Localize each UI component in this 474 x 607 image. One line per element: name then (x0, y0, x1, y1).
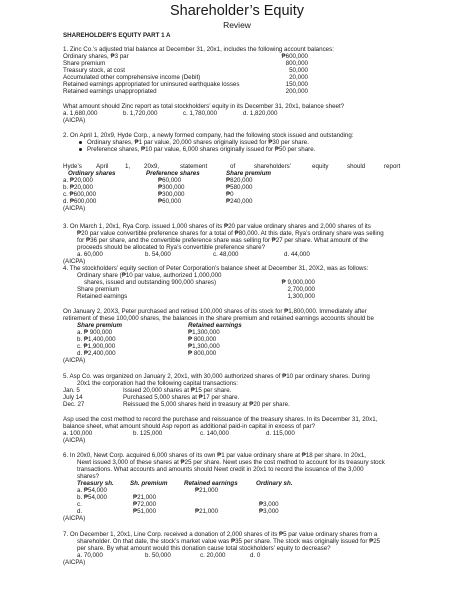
q4-source: (AICPA) (63, 357, 86, 364)
q6-line: 6. In 20x0, Newt Corp. acquired 6,000 shares of its own ₱1 par value ordinary share at ₱18 per share. In 20x1, (63, 452, 367, 459)
q3-line: for ₱36 per share, and the convertible preference share was selling for ₱27 per share. What amount of the (77, 237, 368, 244)
q5-date: Jan. 5 (63, 387, 80, 394)
q2-col-header: Preference shares (146, 170, 200, 177)
q1-source: (AICPA) (63, 117, 86, 124)
q6-cell: d. (77, 508, 83, 515)
q1-row-value: 50,000 (289, 67, 308, 74)
q3-choice-b: b. 54,000 (145, 251, 171, 258)
q2-stem-word: should (347, 163, 366, 170)
q2-cell: ₱60,000 (158, 177, 182, 184)
q6-cell: ₱3,000 (259, 508, 279, 515)
q1-choice-a: a. 1,680,000 (63, 110, 98, 117)
q5-date: July 14 (63, 394, 83, 401)
q2-cell: ₱300,000 (158, 191, 185, 198)
q5-source: (AICPA) (63, 437, 86, 444)
q3-choice-c: c. 48,000 (213, 251, 239, 258)
q6-cell: ₱21,000 (195, 508, 219, 515)
q2-cell: ₱60,000 (158, 198, 182, 205)
q6-col-header: Sh. premium (130, 480, 168, 487)
q2-stem-word: equity (312, 163, 329, 170)
q5-question: Asp used the cost method to record the purchase and reissuance of the treasury shares. In its December 31, 20x1, (63, 416, 378, 423)
q2-stem-word: Hyde’s (63, 163, 82, 170)
q7-choice-b: b. 50,000 (145, 552, 171, 559)
q1-row-label: Retained earnings appropriated for uninsured earthquake losses (63, 81, 240, 88)
q2-intro: 2. On April 1, 20x9, Hyde Corp., a newly formed company, had the following stock issued and outstanding: (63, 132, 354, 139)
q2-cell: ₱240,000 (226, 198, 253, 205)
q2-bullet-2: Preference shares, ₱10 par value, 6,000 shares originally issued for ₱50 per share. (87, 146, 316, 153)
q2-stem-word: of (230, 163, 236, 170)
q1-choice-c: c. 1,780,000 (183, 110, 218, 117)
q2-stem-word: 1, (125, 163, 131, 170)
q6-line: Newt issued 3,000 of these shares at ₱25 per share. Newt uses the cost method to account for its treasury stock (77, 459, 385, 466)
page-subtitle: Review (223, 20, 251, 30)
q3-choice-d: d. 44,000 (284, 251, 310, 258)
q2-stem-word: shareholders’ (254, 163, 292, 170)
q4-cell: d. ₱2,400,000 (77, 350, 116, 357)
q2-bullet-1: Ordinary shares, ₱1 par value, 20,000 shares originally issued for ₱30 per share. (87, 139, 309, 146)
q1-choice-d: d. 1,820,000 (243, 110, 278, 117)
q6-cell: ₱21,000 (195, 487, 219, 494)
q6-cell: b. ₱54,000 (77, 494, 107, 501)
q7-line: 7. On December 1, 20x1, Line Corp. received a donation of 2,000 shares of its ₱5 par value ordinary shares from a (63, 531, 378, 538)
q2-cell: ₱0 (226, 191, 234, 198)
q4-col-header: Retained earnings (188, 322, 242, 329)
q2-cell: ₱820,000 (226, 177, 253, 184)
q1-row-value: 200,000 (285, 88, 308, 95)
q6-col-header: Treasury sh. (77, 480, 114, 487)
q3-line: ₱20 par value convertible preference shares for a total of ₱80,000. At this date, Rya’s ordinary share was selling (77, 230, 384, 237)
q4-intro: 4. The stockholders’ equity section of Peter Corporation’s balance sheet at December 31, 20X2, was as follows: (63, 265, 369, 272)
q5-choice-b: b. 125,000 (133, 430, 163, 437)
q2-col-header: Ordinary shares (68, 170, 116, 177)
q6-line: transactions. What accounts and amounts should Newt credit in 20x1 to record the issuance of the 3,000 (77, 466, 364, 473)
q7-choice-d: d. 0 (250, 552, 261, 559)
q4-line: On January 2, 20X3, Peter purchased and retired 100,000 shares of its stock for ₱1,800,000. Immediately after (63, 308, 367, 315)
q6-cell: ₱3,000 (259, 501, 279, 508)
q2-stem-word: statement (180, 163, 208, 170)
q3-choice-a: a. 60,000 (77, 251, 103, 258)
q1-row-label: Treasury stock, at cost (63, 67, 126, 74)
q2-cell: b. ₱20,000 (63, 184, 93, 191)
q2-stem-word: report (384, 163, 401, 170)
q1-row-value: ₱600,000 (281, 53, 308, 60)
q6-cell: ₱21,000 (133, 494, 157, 501)
q4-row-label: Share premium (77, 286, 120, 293)
q1-row-label: Accumulated other comprehensive income (Debit) (63, 74, 201, 81)
q1-row-value: 800,000 (285, 60, 308, 67)
q6-col-header: Ordinary sh. (256, 480, 293, 487)
q2-cell: ₱300,000 (158, 184, 185, 191)
q3-line: proceeds should be allocated to Rya’s convertible preference share? (77, 244, 266, 251)
q4-cell: ₱ 800,000 (188, 350, 217, 357)
q4-cell: ₱1,300,000 (188, 329, 220, 336)
q6-cell: ₱51,000 (133, 508, 157, 515)
q4-cell: c. ₱1,900,000 (77, 343, 116, 350)
q6-cell: c. (77, 501, 82, 508)
bullet-icon (79, 141, 82, 144)
q4-cell: ₱1,300,000 (188, 343, 220, 350)
q2-stem-word: 20x9, (144, 163, 160, 170)
q1-question: What amount should Zinc report as total stockholders’ equity in its December 31, 20x1, balance sheet? (63, 103, 345, 110)
q4-col-header: Share premium (77, 322, 123, 329)
q1-row-label: Share premium (63, 60, 106, 67)
q4-row-value: 2,700,000 (287, 286, 315, 293)
q4-row-label: Ordinary share (₱10 par value, authorized 1,000,000 (77, 272, 222, 279)
q1-text: 1. Zinc Co.’s adjusted trial balance at December 31, 20x1, includes the following account balances: (63, 46, 334, 53)
q7-line: shareholder. On that date, the stock’s market value was ₱35 per share. The stock was originally issued for ₱25 (77, 538, 381, 545)
q2-cell: c. ₱600,000 (63, 191, 97, 198)
q3-line: 3. On March 1, 20x1, Rya Corp. issued 1,000 shares of its ₱20 par value ordinary shares and 2,000 shares of its (63, 223, 371, 230)
q1-row-value: 150,000 (285, 81, 308, 88)
q4-line: retirement of these 100,000 shares, the balances in the share premium and retained earnings accounts should be (63, 315, 374, 322)
q3-source: (AICPA) (63, 258, 86, 265)
q1-row-label: Ordinary shares, ₱3 par (63, 53, 129, 60)
q7-choice-a: a. 70,000 (77, 552, 103, 559)
q4-cell: ₱ 800,000 (188, 336, 217, 343)
q4-row-value: 1,300,000 (287, 293, 315, 300)
part-title: SHAREHOLDER’S EQUITY PART 1 A (63, 32, 171, 39)
page-title: Shareholder’s Equity (169, 3, 305, 19)
q5-date: Dec. 27 (63, 401, 85, 408)
q5-choice-d: d. 115,000 (266, 430, 295, 437)
q5-line: 5. Asp Co. was organized on January 2, 20x1, with 30,000 authorized shares of ₱10 par ordinary shares. During (63, 373, 370, 380)
q7-source: (AICPA) (63, 559, 86, 566)
q2-cell: d. ₱600,000 (63, 198, 97, 205)
q2-cell: ₱580,000 (226, 184, 253, 191)
q4-row-label: Retained earnings (77, 293, 128, 300)
q6-cell: ₱72,000 (133, 501, 157, 508)
q5-detail: Reissued the 5,000 shares held in treasury at ₱20 per share. (123, 401, 290, 408)
q6-line: shares? (77, 473, 100, 480)
q4-cell: b. ₱1,400,000 (77, 336, 116, 343)
q2-stem-word: April (96, 163, 109, 170)
q7-line: per share. By what amount would this donation cause total stockholders’ equity to decrease? (77, 545, 331, 552)
q5-choice-c: c. 140,000 (200, 430, 229, 437)
q5-detail: Issued 20,000 shares at ₱15 per share. (123, 387, 232, 394)
bullet-icon (79, 148, 82, 151)
q1-choice-b: b. 1,720,000 (123, 110, 158, 117)
q4-row-label: shares, issued and outstanding 900,000 shares) (84, 279, 217, 286)
q5-line: 20x1 the corporation had the following capital transactions: (77, 380, 238, 387)
q6-col-header: Retained earnings (184, 480, 238, 487)
q7-choice-c: c. 20,000 (200, 552, 226, 559)
q5-choice-a: a. 100,000 (63, 430, 93, 437)
q2-cell: a. ₱20,000 (63, 177, 93, 184)
q1-row-label: Retained earnings unappropriated (63, 88, 157, 95)
q2-source: (AICPA) (63, 205, 86, 212)
q6-cell: a. ₱54,000 (77, 487, 107, 494)
q5-detail: Purchased 5,000 shares at ₱17 per share. (123, 394, 240, 401)
q2-col-header: Share premium (226, 170, 272, 177)
q4-cell: a. ₱ 900,000 (77, 329, 113, 336)
q4-row-value: ₱ 9,000,000 (281, 279, 315, 286)
q6-source: (AICPA) (63, 515, 86, 522)
q1-row-value: 20,000 (289, 74, 308, 81)
q5-question: balance sheet, what amount should Asp report as additional paid-in capital in excess of par? (63, 423, 316, 430)
